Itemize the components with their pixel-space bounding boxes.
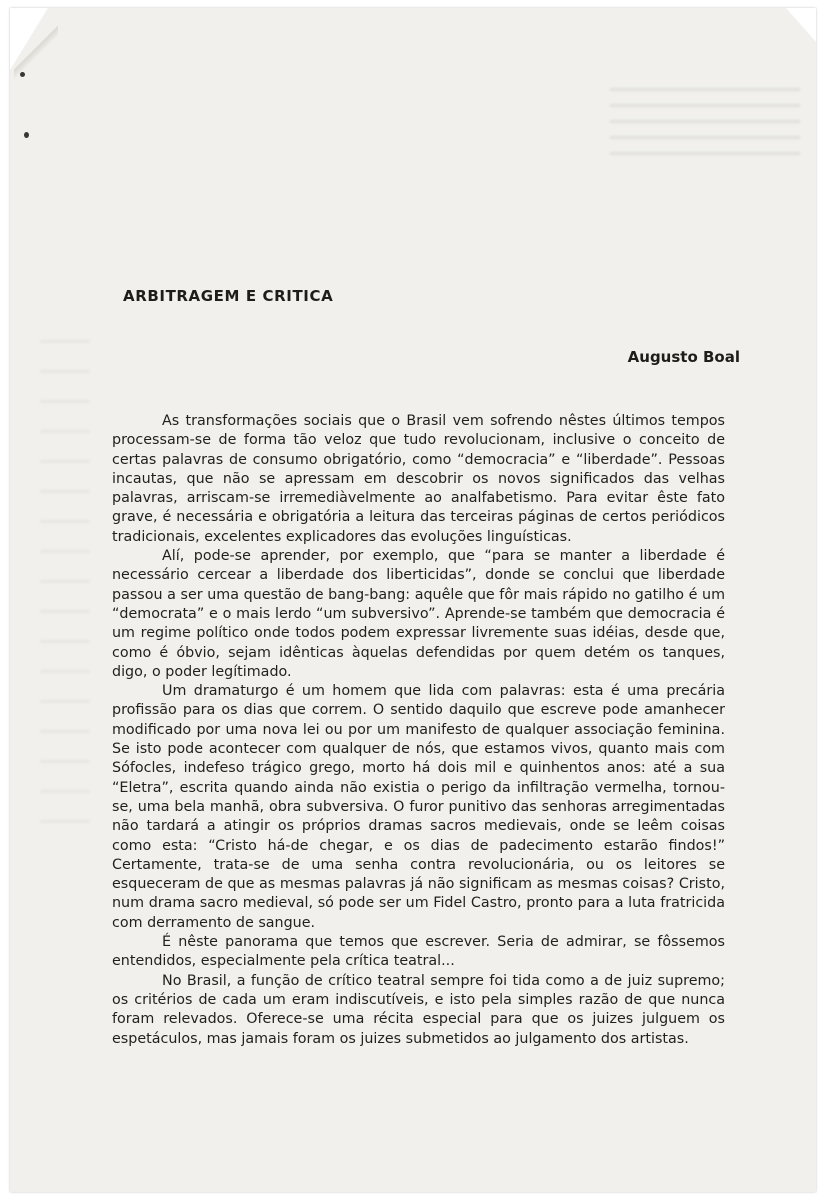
paragraph: No Brasil, a função de crítico teatral sempre foi tida como a de juiz supremo; os critérios de cada um eram indiscutíveis, e isto pela simples razão de que nunca foram relevados. Oferece-se uma récita especial para que os juizes julguem os espetáculos, mas jamais foram os juizes submetidos ao julgamento dos artistas. — [112, 972, 725, 1047]
ink-speck — [24, 132, 29, 138]
paragraph: É nêste panorama que temos que escrever. Seria de admirar, se fôssemos entendidos, especialmente pela crítica teatral... — [112, 934, 725, 970]
torn-corner — [786, 8, 816, 42]
paragraph: Alí, pode-se aprender, por exemplo, que “para se manter a liberdade é necessário cercear a liberdade dos liberticidas”, donde se conclui que liberdade passou a ser uma questão de bang-bang: aquêle que fôr mais rápido no gatilho é um “democrata” e o mais lerdo “um subversivo”. Aprende-se também que democracia é um regime político onde todos podem expressar livremente suas idéias, desde que, como é óbvio, sejam idênticas àquelas defendidas por quem detém os tanques, digo, o poder legítimado. — [112, 548, 725, 680]
paragraph: As transformações sociais que o Brasil vem sofrendo nêstes últimos tempos processam-se de forma tão veloz que tudo revolucionam, inclusive o conceito de certas palavras de consumo obrigatório, como “democracia” e “liberdade”. Pessoas incautas, que não se apressam em descobrir os novos significados das velhas palavras, arriscam-se irremediàvelmente ao analfabetismo. Para evitar êste fato grave, é necessária e obrigatória a leitura das terceiras páginas de certos periódicos tradicionais, excelentes explicadores das evoluções linguísticas. — [112, 413, 725, 545]
article-author: Augusto Boal — [627, 348, 740, 366]
article-body — [112, 412, 725, 1049]
show-through-margin — [40, 328, 90, 828]
article-title: ARBITRAGEM E CRITICA — [123, 287, 334, 305]
paragraph: Um dramaturgo é um homem que lida com palavras: esta é uma precária profissão para os dias que correm. O sentido daquilo que escreve pode amanhecer modificado por uma nova lei ou por um manifesto de qualquer associação feminina. Se isto pode acontecer com qualquer de nós, que estamos vivos, quanto mais com Sófocles, indefeso trágico grego, morto há dois mil e quinhentos anos: até a sua “Eletra”, escrita quando ainda não existia o perigo da infiltração vermelha, tornou-se, uma bela manhã, obra subversiva. O furor punitivo das senhoras arregimentadas não tardará a atingir os próprios dramas sacros medievais, onde se leêm coisas como esta: “Cristo há-de chegar, e os dias de padecimento estarão findos!” Certamente, trata-se de uma senha contra revolucionária, ou os leitores se esqueceram de que as mesmas palavras já não significam as mesmas coisas? Cristo, num drama sacro medieval, só pode ser um Fidel Castro, pronto para a luta fratricida com derramento de sangue. — [112, 683, 725, 931]
ink-speck — [20, 72, 25, 77]
show-through-text — [610, 82, 800, 162]
folded-corner — [10, 8, 48, 70]
